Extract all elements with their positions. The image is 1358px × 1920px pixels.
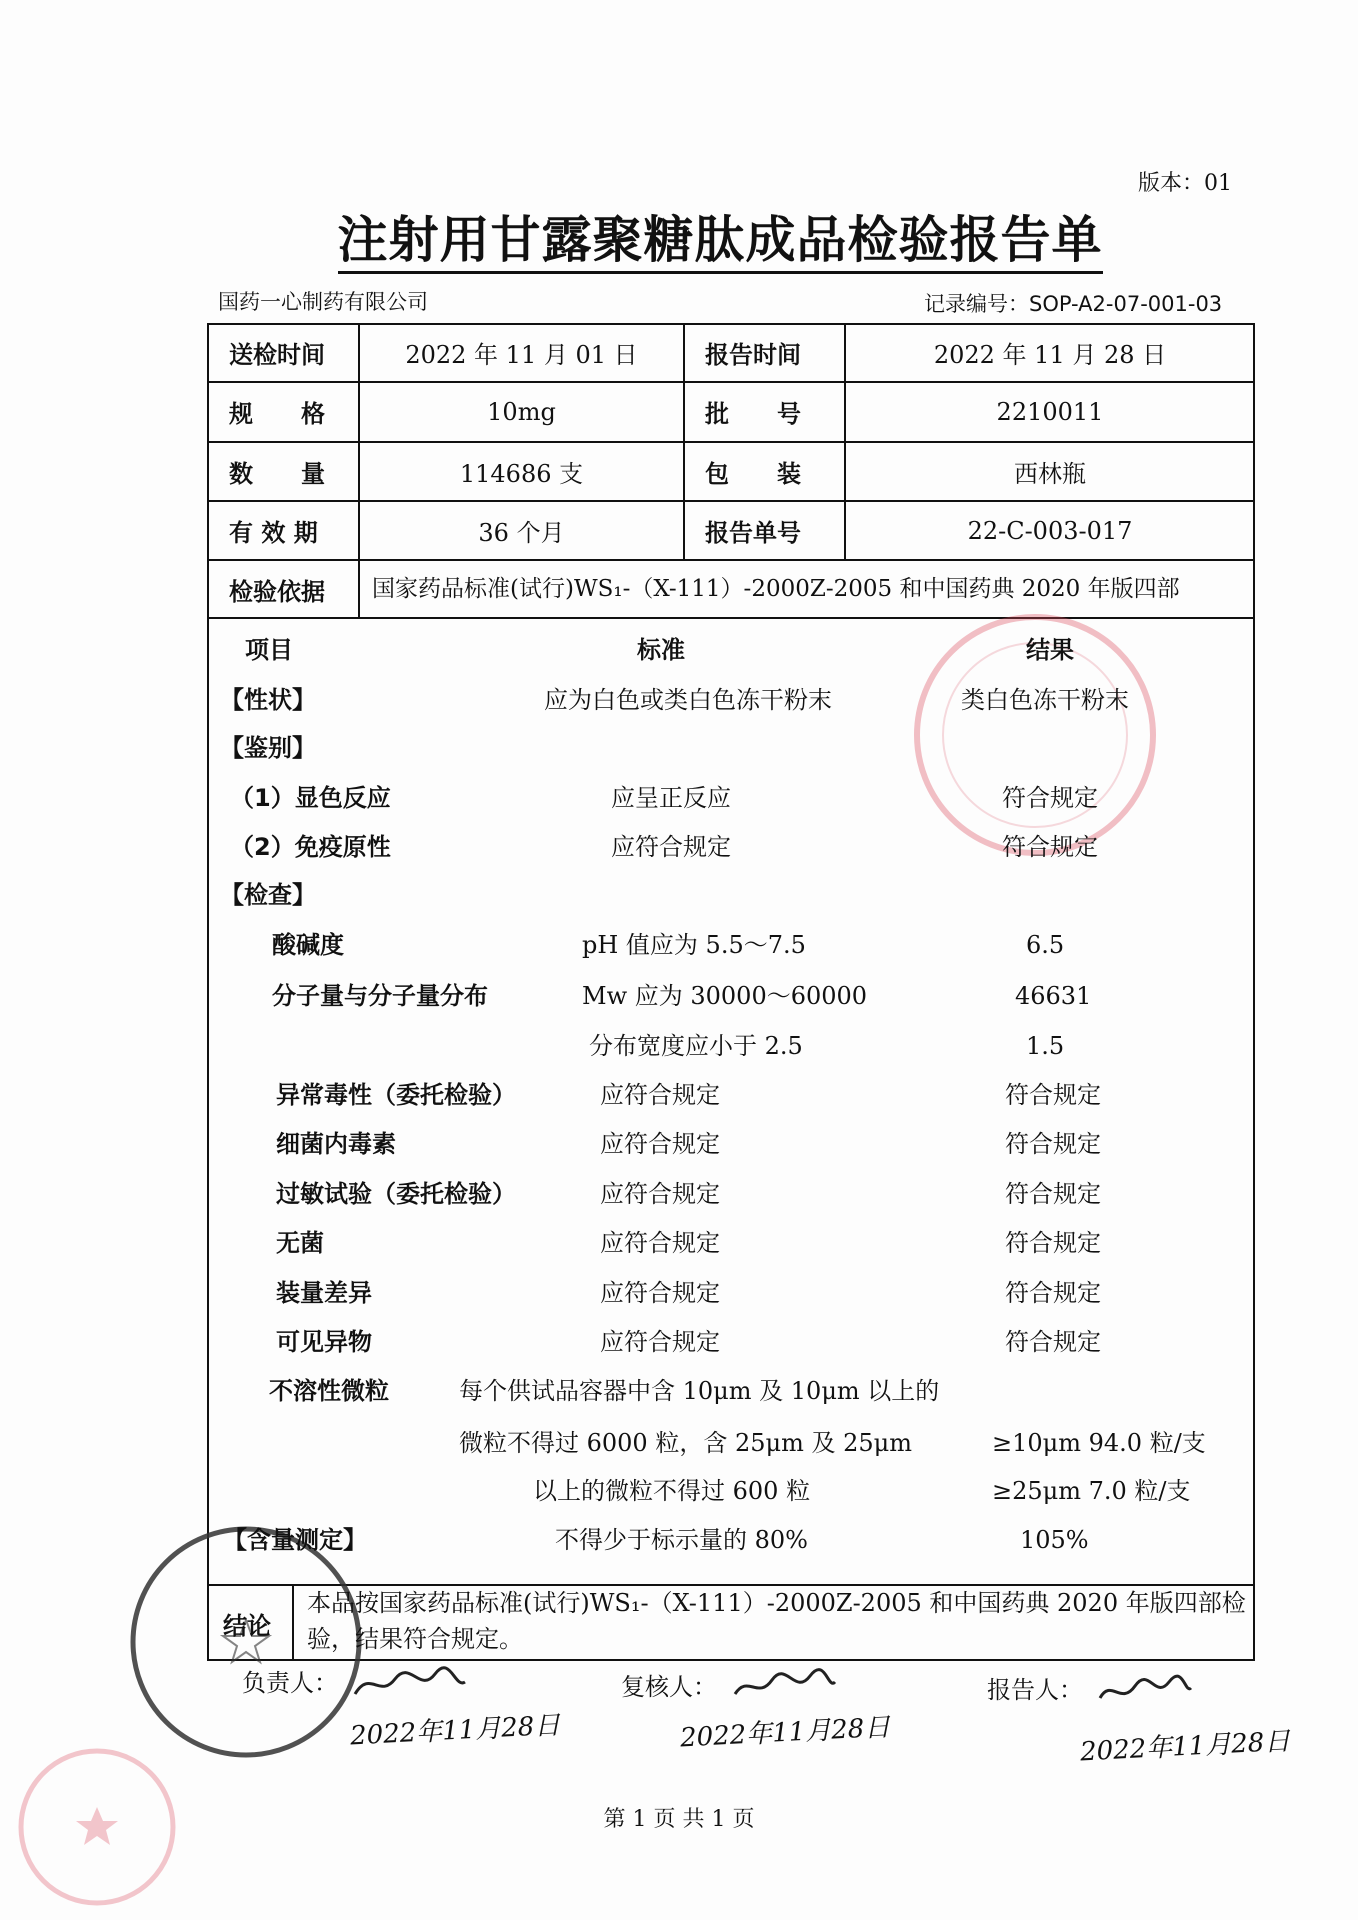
page-title — [0, 200, 1358, 272]
conclusion-line-1: 本品按国家药品标准(试行)WS₁-（X-111）-2000Z-2005 和中国药典 2020 年版四部检 — [307, 1589, 1246, 1617]
row-result: 类白色冻干粉末 — [961, 686, 1129, 714]
batch-value: 2210011 — [996, 397, 1104, 426]
row-result: 符合规定 — [1002, 833, 1098, 861]
row-result: 符合规定 — [1005, 1229, 1101, 1257]
row-standard: 应符合规定 — [600, 1229, 720, 1257]
company-name: 国药一心制药有限公司 — [218, 290, 428, 314]
report-time-value: 2022 年 11 月 28 日 — [933, 341, 1167, 369]
page-footer: 第 1 页 共 1 页 — [603, 1807, 755, 1832]
row-item: 可见异物 — [276, 1328, 372, 1356]
row-standard: 应符合规定 — [600, 1081, 720, 1109]
row-standard: 应呈正反应 — [611, 784, 731, 812]
row-result: ≥25μm 7.0 粒/支 — [992, 1477, 1191, 1505]
row-item: 分子量与分子量分布 — [272, 982, 488, 1010]
row-item: 【检查】 — [220, 881, 316, 909]
header-result: 结果 — [1026, 636, 1074, 664]
reviewer-signature — [730, 1666, 840, 1706]
responsible-date: 2022年11月28日 — [349, 1710, 561, 1752]
reporter-label: 报告人： — [987, 1676, 1083, 1704]
reviewer-date: 2022年11月28日 — [679, 1712, 891, 1754]
divider — [207, 1584, 1255, 1586]
row-result: ≥10μm 94.0 粒/支 — [992, 1429, 1206, 1457]
row-item: 酸碱度 — [272, 931, 344, 959]
title-text: 注射用甘露聚糖肽成品检验报告单 — [338, 211, 1103, 274]
conclusion-line-2: 验，结果符合规定。 — [307, 1625, 523, 1653]
row-standard: 分布宽度应小于 2.5 — [589, 1032, 803, 1060]
row-standard: 应符合规定 — [600, 1180, 720, 1208]
row-standard: 微粒不得过 6000 粒，含 25μm 及 25μm — [459, 1429, 913, 1457]
batch-label: 批 号 — [705, 400, 801, 428]
basis-value: 国家药品标准(试行)WS₁-（X-111）-2000Z-2005 和中国药典 2020 年版四部 — [372, 575, 1180, 602]
row-item: 【性状】 — [220, 686, 316, 714]
row-standard: Mw 应为 30000～60000 — [582, 982, 868, 1010]
submit-time-label: 送检时间 — [229, 341, 325, 369]
row-result: 1.5 — [1026, 1032, 1065, 1060]
row-standard: 每个供试品容器中含 10μm 及 10μm 以上的 — [459, 1377, 940, 1405]
header-item: 项目 — [245, 636, 293, 664]
version-label: 版本：01 — [1138, 171, 1232, 196]
row-standard: 应符合规定 — [600, 1279, 720, 1307]
report-no-value: 22-C-003-017 — [967, 516, 1133, 545]
reporter-signature — [1095, 1672, 1195, 1712]
row-result: 6.5 — [1026, 931, 1065, 959]
row-result: 105% — [1020, 1526, 1089, 1554]
row-result: 符合规定 — [1005, 1130, 1101, 1158]
row-standard: 以上的微粒不得过 600 粒 — [533, 1477, 811, 1505]
responsible-label: 负责人： — [242, 1669, 338, 1697]
quantity-value: 114686 支 — [459, 460, 584, 488]
package-label: 包 装 — [705, 460, 801, 488]
reporter-date: 2022年11月28日 — [1079, 1726, 1291, 1768]
row-item: 【含量测定】 — [223, 1526, 367, 1554]
row-item: （1）显色反应 — [230, 784, 391, 812]
package-value: 西林瓶 — [1014, 460, 1086, 488]
expiry-value: 36 个月 — [478, 519, 565, 547]
header-standard: 标准 — [637, 636, 685, 664]
row-item: （2）免疫原性 — [230, 833, 391, 861]
row-result: 符合规定 — [1002, 784, 1098, 812]
submit-time-value: 2022 年 11 月 01 日 — [405, 341, 638, 369]
quantity-label: 数 量 — [229, 460, 325, 488]
row-item: 过敏试验（委托检验） — [276, 1180, 516, 1208]
row-item: 【鉴别】 — [220, 734, 316, 762]
expiry-label: 有 效 期 — [229, 519, 318, 547]
row-item: 装量差异 — [276, 1279, 372, 1307]
row-standard: 不得少于标示量的 80% — [555, 1526, 808, 1554]
row-item: 无菌 — [276, 1229, 324, 1257]
row-item: 不溶性微粒 — [269, 1377, 389, 1405]
row-result: 符合规定 — [1005, 1279, 1101, 1307]
row-result: 符合规定 — [1005, 1180, 1101, 1208]
row-result: 符合规定 — [1005, 1328, 1101, 1356]
row-standard: 应符合规定 — [600, 1130, 720, 1158]
row-standard: 应符合规定 — [600, 1328, 720, 1356]
row-result: 符合规定 — [1005, 1081, 1101, 1109]
row-item: 细菌内毒素 — [276, 1130, 396, 1158]
basis-label: 检验依据 — [229, 577, 325, 606]
row-standard: 应符合规定 — [611, 833, 731, 861]
spec-label: 规 格 — [229, 400, 325, 428]
row-result: 46631 — [1015, 982, 1092, 1010]
report-time-label: 报告时间 — [705, 341, 801, 369]
row-standard: pH 值应为 5.5～7.5 — [582, 931, 806, 959]
spec-value: 10mg — [487, 397, 556, 426]
reviewer-label: 复核人： — [621, 1673, 717, 1701]
conclusion-label: 结论 — [223, 1611, 271, 1640]
row-item: 异常毒性（委托检验） — [276, 1081, 516, 1109]
report-no-label: 报告单号 — [705, 519, 801, 547]
responsible-signature — [350, 1664, 470, 1704]
record-number: 记录编号：SOP-A2-07-001-03 — [924, 292, 1223, 316]
row-standard: 应为白色或类白色冻干粉末 — [544, 686, 832, 714]
